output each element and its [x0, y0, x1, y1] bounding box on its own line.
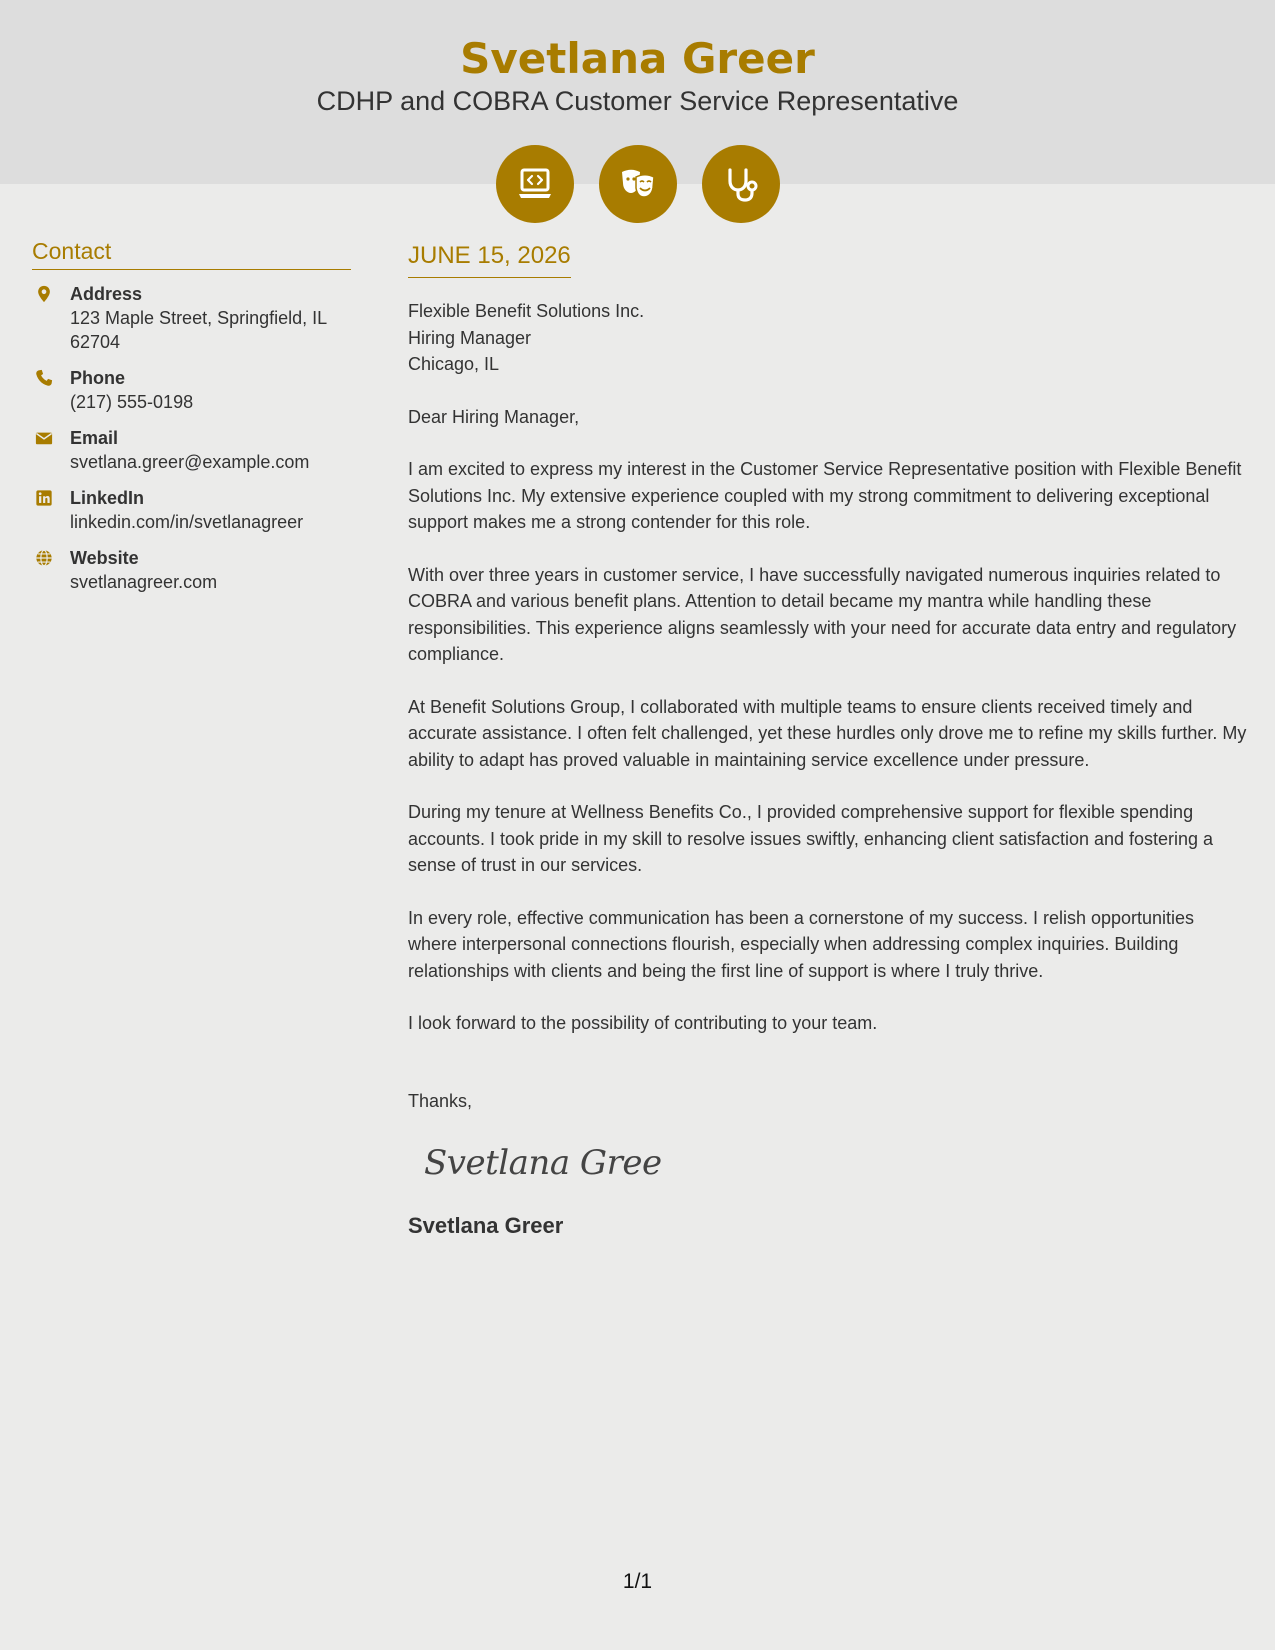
- address-label: Address: [70, 284, 143, 304]
- contact-sidebar: [32, 238, 351, 606]
- envelope-icon: [32, 426, 70, 474]
- contact-address: [32, 282, 351, 354]
- salutation: Dear Hiring Manager,: [408, 406, 580, 427]
- recipient-block: [408, 298, 1248, 378]
- header-icons: [496, 145, 780, 223]
- contact-phone: [32, 366, 351, 414]
- contact-heading: Contact: [32, 238, 351, 270]
- website-value: svetlanagreer.com: [70, 572, 218, 592]
- email-value: svetlana.greer@example.com: [70, 452, 310, 472]
- contact-list: [32, 282, 351, 594]
- paragraph: I look forward to the possibility of contributing to your team.: [408, 1013, 878, 1033]
- recipient-company: Flexible Benefit Solutions Inc.: [408, 301, 645, 321]
- signed-name: Svetlana Greer: [408, 1212, 564, 1238]
- svg-text:Svetlana Greer: Svetlana Greer: [424, 1142, 662, 1183]
- job-title: CDHP and COBRA Customer Service Representative: [316, 86, 959, 116]
- paragraph: During my tenure at Wellness Benefits Co., I provided comprehensive support for flexible spending accounts. I took pride in my skill to resolve issues swiftly, enhancing client satisfaction and fostering a sense of trust in our services.: [408, 802, 1214, 875]
- contact-email: [32, 426, 351, 474]
- map-marker-icon: [32, 282, 70, 354]
- phone-value: (217) 555-0198: [70, 392, 194, 412]
- closing: Thanks,: [408, 1090, 473, 1111]
- email-label: Email: [70, 428, 119, 448]
- paragraph: At Benefit Solutions Group, I collaborated with multiple teams to ensure clients received timely and accurate assistance. I often felt challenged, yet these hurdles only drove me to refine my skills further. My ability to adapt has proved valuable in maintaining service excellence under pressure.: [408, 696, 1247, 770]
- letter-body: [408, 242, 1248, 1239]
- globe-icon: [32, 546, 70, 594]
- page-number: 1/1: [622, 1570, 653, 1593]
- contact-linkedin: [32, 486, 351, 534]
- linkedin-label: LinkedIn: [70, 488, 145, 508]
- letter-date: JUNE 15, 2026: [408, 242, 571, 278]
- stethoscope-icon: [702, 145, 780, 223]
- linkedin-value: linkedin.com/in/svetlanagreer: [70, 512, 304, 532]
- applicant-name: Svetlana Greer: [460, 34, 815, 83]
- address-value: 123 Maple Street, Springfield, IL 62704: [70, 308, 327, 352]
- recipient-role: Hiring Manager: [408, 327, 532, 348]
- linkedin-icon: [32, 486, 70, 534]
- handwritten-signature: [422, 1138, 1248, 1191]
- paragraph: In every role, effective communication has been a cornerstone of my success. I relish opportunities where interpersonal connections flourish, especially when addressing complex inquiries. Building relationships with clients and being the first line of support is where I truly thrive.: [408, 907, 1195, 981]
- theater-masks-icon: [599, 145, 677, 223]
- paragraph: I am excited to express my interest in the Customer Service Representative position with Flexible Benefit Solutions Inc. My extensive experience coupled with my strong commitment to delivering exceptional support makes me a strong contender for this role.: [408, 459, 1242, 532]
- website-label: Website: [70, 548, 139, 568]
- phone-icon: [32, 366, 70, 414]
- paragraph: With over three years in customer service, I have successfully navigated numerous inquiries related to COBRA and various benefit plans. Attention to detail became my mantra while handling these responsibilities. This experience aligns seamlessly with your need for accurate data entry and regulatory compliance.: [408, 564, 1237, 664]
- phone-label: Phone: [70, 368, 126, 388]
- laptop-code-icon: [496, 145, 574, 223]
- recipient-location: Chicago, IL: [408, 354, 500, 374]
- contact-website: [32, 546, 351, 594]
